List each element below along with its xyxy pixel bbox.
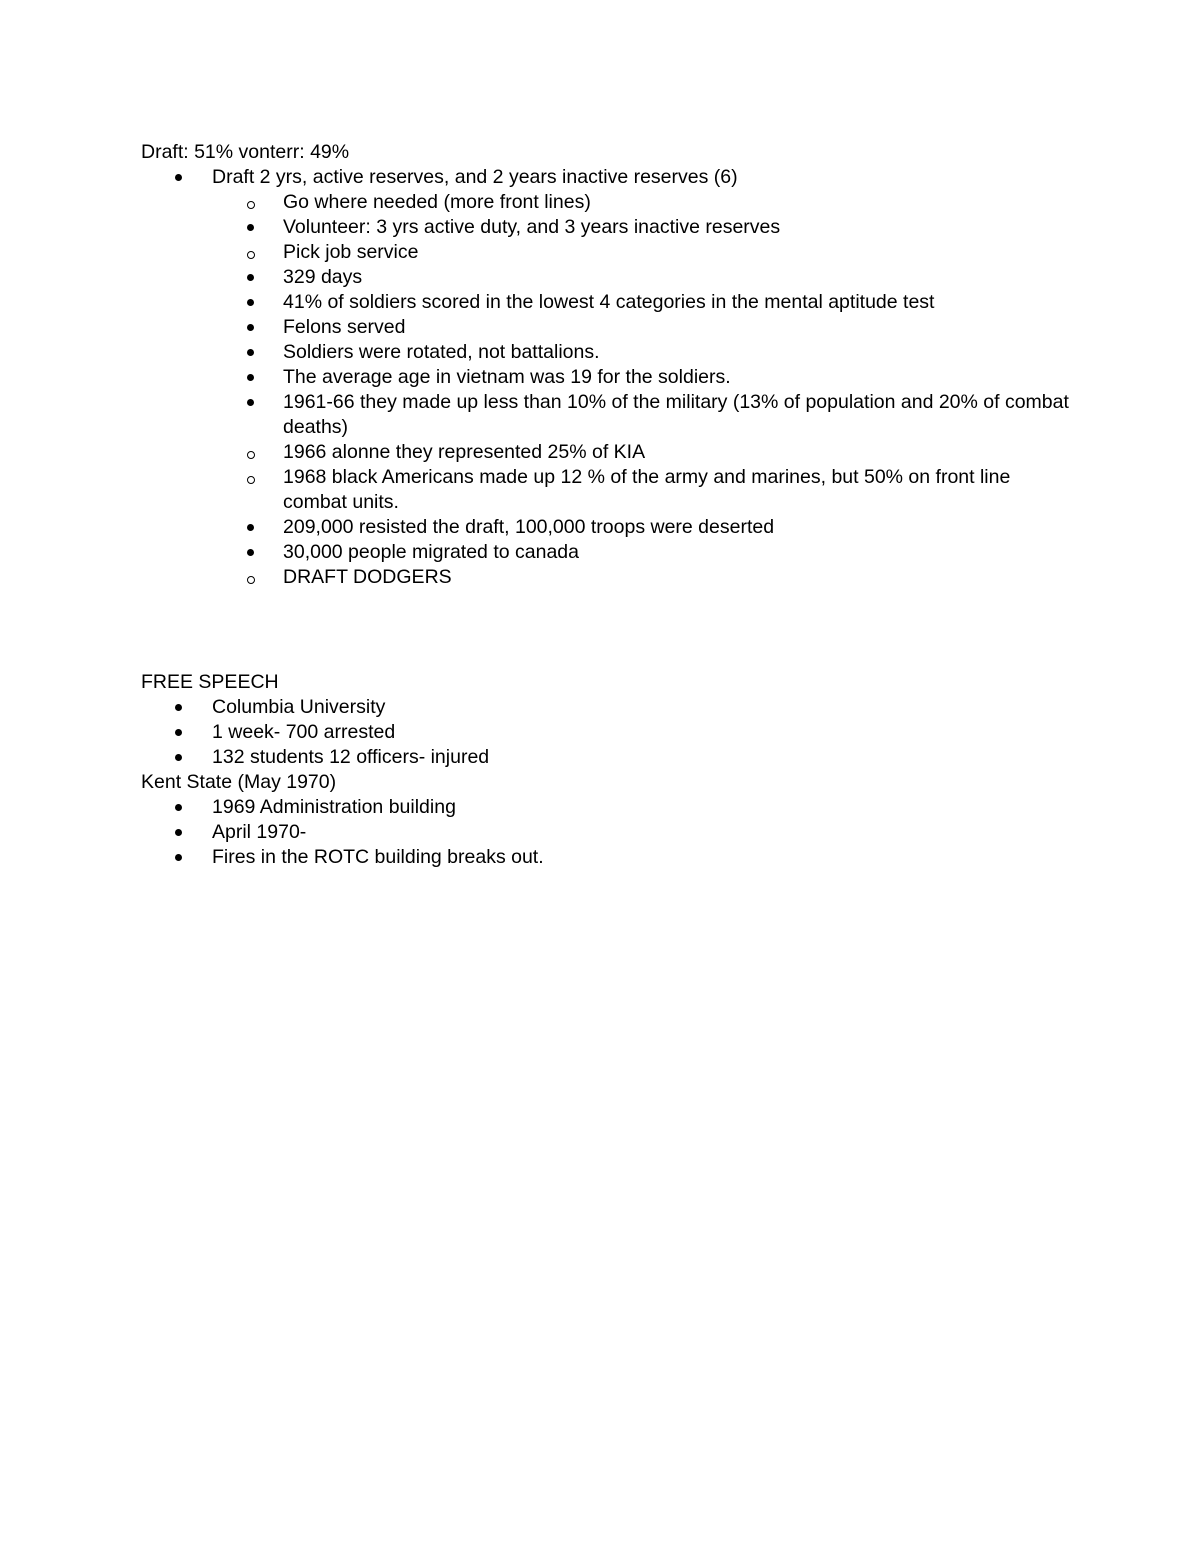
- list-item: [141, 745, 1071, 770]
- disc-bullet-icon: [175, 845, 191, 870]
- document-content: [141, 140, 1071, 870]
- list-item: [141, 565, 1071, 590]
- list-item-text: 209,000 resisted the draft, 100,000 troops were deserted: [283, 516, 775, 538]
- list-item-text: 1969 Administration building: [212, 796, 456, 818]
- list-item-text: The average age in vietnam was 19 for the soldiers.: [283, 366, 731, 388]
- list-item: [141, 820, 1071, 845]
- list-item: [141, 315, 1071, 340]
- list-item-text: Fires in the ROTC building breaks out.: [212, 846, 544, 868]
- list-kent-state: [141, 795, 1071, 870]
- disc-bullet-icon: [247, 365, 263, 390]
- circle-bullet-icon: [247, 240, 263, 265]
- section-gap: [141, 590, 1071, 670]
- disc-bullet-icon: [247, 215, 263, 240]
- list-item: [141, 365, 1071, 390]
- list-item: [141, 795, 1071, 820]
- disc-bullet-icon: [247, 390, 263, 415]
- list-item: [141, 390, 1071, 440]
- list-item: [141, 240, 1071, 265]
- list-item: [141, 515, 1071, 540]
- list-item-text: Felons served: [283, 316, 406, 338]
- list-item-text: 41% of soldiers scored in the lowest 4 categories in the mental aptitude test: [283, 291, 935, 313]
- list-item-text: 132 students 12 officers- injured: [212, 746, 490, 768]
- list-item: [141, 190, 1071, 215]
- list-item: [141, 465, 1071, 515]
- list-item-text: 329 days: [283, 266, 363, 288]
- disc-bullet-icon: [175, 695, 191, 720]
- list-item-text: Volunteer: 3 yrs active duty, and 3 years inactive reserves: [283, 216, 781, 238]
- list-item-text: 1968 black Americans made up 12 % of the army and marines, but 50% on front line combat units.: [283, 466, 1011, 513]
- disc-bullet-icon: [175, 820, 191, 845]
- disc-bullet-icon: [175, 720, 191, 745]
- circle-bullet-icon: [247, 465, 263, 490]
- list-item-text: Columbia University: [212, 696, 386, 718]
- circle-bullet-icon: [247, 440, 263, 465]
- disc-bullet-icon: [247, 340, 263, 365]
- list-item-text: 1 week- 700 arrested: [212, 721, 396, 743]
- disc-bullet-icon: [175, 165, 191, 190]
- list-item: [141, 540, 1071, 565]
- list-item-text: April 1970-: [212, 821, 307, 843]
- disc-bullet-icon: [247, 315, 263, 340]
- heading-draft: Draft: 51% vonterr: 49%: [141, 141, 350, 163]
- list-item-text: Pick job service: [283, 241, 419, 263]
- list-item: [141, 215, 1071, 240]
- list-item: [141, 695, 1071, 720]
- list-item-text: Draft 2 yrs, active reserves, and 2 years inactive reserves (6): [212, 166, 738, 188]
- list-item-text: Go where needed (more front lines): [283, 191, 591, 213]
- circle-bullet-icon: [247, 190, 263, 215]
- disc-bullet-icon: [247, 290, 263, 315]
- list-item: [141, 340, 1071, 365]
- list-item-text: 1961-66 they made up less than 10% of the military (13% of population and 20% of combat deaths): [283, 391, 1069, 438]
- disc-bullet-icon: [175, 745, 191, 770]
- disc-bullet-icon: [247, 515, 263, 540]
- list-item: [141, 720, 1071, 745]
- list-item-text: 30,000 people migrated to canada: [283, 541, 579, 563]
- disc-bullet-icon: [247, 540, 263, 565]
- disc-bullet-icon: [247, 265, 263, 290]
- heading-kent-state: Kent State (May 1970): [141, 771, 337, 793]
- list-free-speech: [141, 695, 1071, 770]
- list-item: [141, 265, 1071, 290]
- list-item: [141, 845, 1071, 870]
- list-item-text: DRAFT DODGERS: [283, 566, 452, 588]
- disc-bullet-icon: [175, 795, 191, 820]
- list-item: [141, 440, 1071, 465]
- list-item-text: Soldiers were rotated, not battalions.: [283, 341, 600, 363]
- list-item: [141, 290, 1071, 315]
- list-item: [141, 165, 1071, 190]
- circle-bullet-icon: [247, 565, 263, 590]
- heading-free-speech: FREE SPEECH: [141, 671, 279, 693]
- list-item-text: 1966 alonne they represented 25% of KIA: [283, 441, 646, 463]
- list-draft: [141, 165, 1071, 590]
